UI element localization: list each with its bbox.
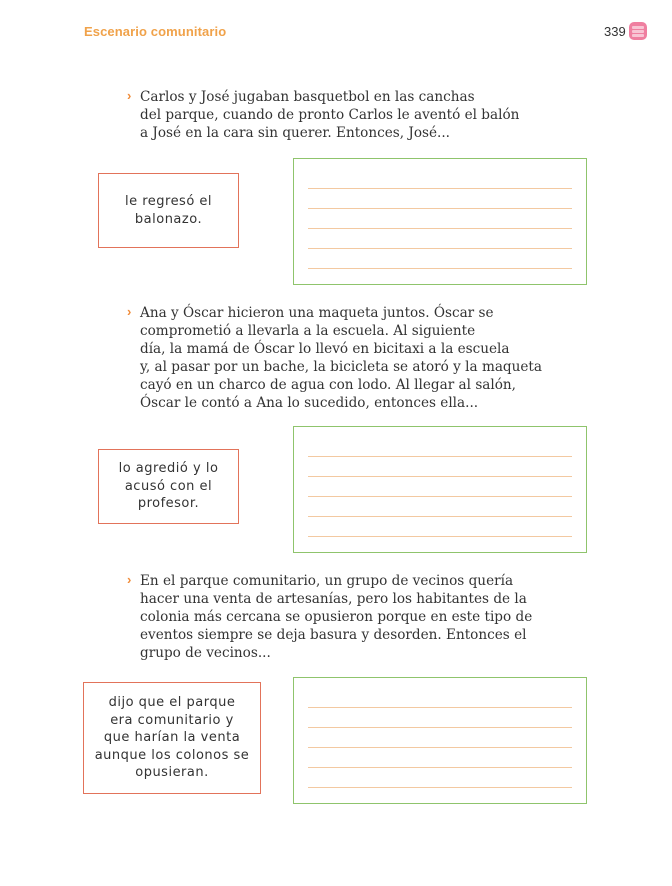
answer-line bbox=[308, 516, 572, 517]
answer-line bbox=[308, 536, 572, 537]
scenario-3-prompt bbox=[140, 572, 532, 662]
scenario-1-prompt bbox=[140, 88, 519, 142]
scenario-1-answer-box[interactable] bbox=[293, 158, 587, 285]
prompt-line: hacer una venta de artesanías, pero los habitantes de la bbox=[140, 591, 527, 607]
section-title: Escenario comunitario bbox=[84, 24, 227, 39]
answer-line bbox=[308, 747, 572, 748]
prompt-line: Ana y Óscar hicieron una maqueta juntos. Óscar se bbox=[140, 305, 494, 321]
answer-line bbox=[308, 456, 572, 457]
prompt-line: grupo de vecinos... bbox=[140, 645, 271, 661]
book-stack-icon bbox=[628, 21, 648, 41]
bullet-marker: › bbox=[127, 304, 132, 319]
response-line: que harían la venta bbox=[103, 730, 241, 746]
answer-line bbox=[308, 707, 572, 708]
prompt-line: En el parque comunitario, un grupo de vecinos quería bbox=[140, 573, 514, 589]
response-line: dijo que el parque bbox=[108, 695, 236, 711]
prompt-line: Óscar le contó a Ana lo sucedido, entonces ella... bbox=[140, 395, 479, 411]
scenario-3-answer-box[interactable] bbox=[293, 677, 587, 804]
answer-line bbox=[308, 476, 572, 477]
prompt-line: día, la mamá de Óscar lo llevó en bicitaxi a la escuela bbox=[140, 341, 510, 357]
prompt-line: Carlos y José jugaban basquetbol en las canchas bbox=[140, 89, 475, 105]
scenario-1-response-card bbox=[98, 173, 239, 248]
prompt-line: eventos siempre se deja basura y desorden. Entonces el bbox=[140, 627, 527, 643]
response-line: le regresó el bbox=[124, 194, 213, 209]
scenario-3-response-card bbox=[83, 682, 261, 794]
scenario-2-prompt bbox=[140, 304, 542, 412]
answer-line bbox=[308, 767, 572, 768]
answer-line bbox=[308, 787, 572, 788]
answer-line bbox=[308, 727, 572, 728]
bullet-marker: › bbox=[127, 572, 132, 587]
prompt-line: colonia más cercana se opusieron porque en este tipo de bbox=[140, 609, 533, 625]
prompt-line: comprometió a llevarla a la escuela. Al siguiente bbox=[140, 323, 476, 339]
answer-line bbox=[308, 496, 572, 497]
answer-line bbox=[308, 208, 572, 209]
response-line: acusó con el bbox=[124, 478, 213, 494]
answer-line bbox=[308, 248, 572, 249]
response-line: balonazo. bbox=[134, 211, 203, 227]
response-line: aunque los colonos se bbox=[94, 747, 250, 763]
prompt-line: del parque, cuando de pronto Carlos le aventó el balón bbox=[140, 107, 520, 123]
answer-line bbox=[308, 188, 572, 189]
prompt-line: cayó en un charco de agua con lodo. Al llegar al salón, bbox=[140, 377, 517, 393]
answer-line bbox=[308, 268, 572, 269]
answer-line bbox=[308, 228, 572, 229]
response-line: opusieran. bbox=[135, 765, 209, 781]
response-line: profesor. bbox=[137, 496, 200, 512]
scenario-2-answer-box[interactable] bbox=[293, 426, 587, 553]
page-number: 339 bbox=[604, 24, 626, 39]
response-line: lo agredió y lo bbox=[118, 461, 219, 477]
prompt-line: a José en la cara sin querer. Entonces, José... bbox=[140, 125, 451, 141]
prompt-line: y, al pasar por un bache, la bicicleta se atoró y la maqueta bbox=[140, 359, 543, 375]
response-line: era comunitario y bbox=[110, 712, 234, 728]
bullet-marker: › bbox=[127, 88, 132, 103]
scenario-2-response-card bbox=[98, 449, 239, 524]
